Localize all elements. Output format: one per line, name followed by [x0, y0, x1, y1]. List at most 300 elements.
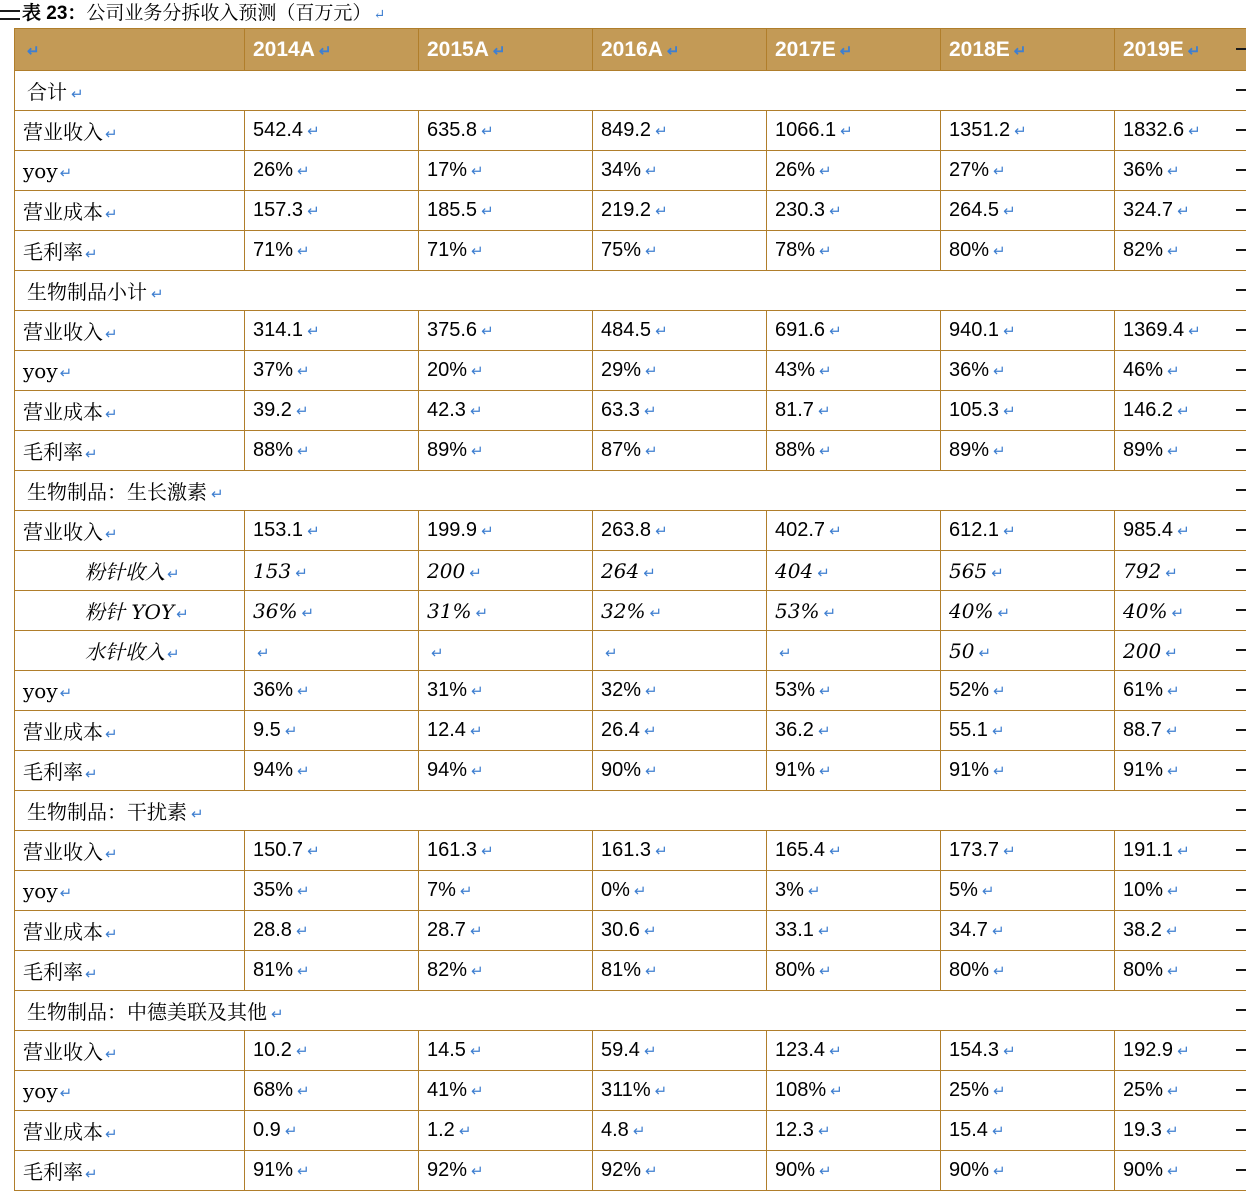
data-cell	[767, 1111, 941, 1151]
data-cell	[1115, 871, 1246, 911]
pilcrow-icon: ↵	[467, 243, 484, 260]
table-row	[15, 871, 1246, 911]
row-label-cell	[15, 671, 245, 711]
pilcrow-icon: ↵	[466, 1043, 483, 1060]
pilcrow-icon: ↵	[1167, 605, 1184, 622]
header-cell-year	[593, 29, 767, 71]
pilcrow-icon: ↵	[303, 523, 320, 540]
pilcrow-icon: ↵	[1173, 1043, 1190, 1060]
pilcrow-icon: ↵	[988, 923, 1005, 940]
row-label: 营业成本	[23, 720, 103, 744]
pilcrow-icon: ↵	[253, 645, 270, 662]
table-row	[15, 551, 1246, 591]
cell-value: 59.4	[601, 1039, 640, 1061]
data-cell	[593, 831, 767, 871]
pilcrow-icon: ↵	[83, 1166, 98, 1183]
cell-value: 165.4	[775, 839, 825, 861]
section-label: 生物制品：干扰素	[27, 800, 187, 824]
data-cell	[1115, 951, 1246, 991]
pilcrow-icon: ↵	[813, 565, 830, 582]
cell-value: 80%	[1123, 959, 1163, 981]
change-bar	[1236, 649, 1246, 651]
cell-value: 82%	[427, 959, 467, 981]
data-cell	[419, 951, 593, 991]
data-cell	[941, 1071, 1115, 1111]
table-caption	[22, 0, 385, 26]
data-cell	[767, 551, 941, 591]
cell-value: 230.3	[775, 199, 825, 221]
table-row	[15, 111, 1246, 151]
data-cell	[593, 951, 767, 991]
data-cell	[419, 551, 593, 591]
change-bar	[1236, 689, 1246, 691]
header-label: 2018E	[949, 38, 1010, 61]
data-cell	[767, 311, 941, 351]
cell-value: 3%	[775, 879, 804, 901]
pilcrow-icon: ↵	[989, 363, 1006, 380]
pilcrow-icon: ↵	[815, 683, 832, 700]
pilcrow-icon: ↵	[165, 566, 180, 583]
cell-value: 200	[1123, 639, 1161, 663]
cell-value: 12.4	[427, 719, 466, 741]
data-cell	[941, 711, 1115, 751]
pilcrow-icon: ↵	[640, 923, 657, 940]
pilcrow-icon: ↵	[987, 565, 1004, 582]
cell-value: 78%	[775, 239, 815, 261]
data-cell	[1115, 1111, 1246, 1151]
pilcrow-icon: ↵	[651, 203, 668, 220]
change-bar	[1236, 1089, 1246, 1091]
cell-value: 375.6	[427, 319, 477, 341]
row-label-cell	[15, 871, 245, 911]
pilcrow-icon: ↵	[467, 363, 484, 380]
cell-value: 63.3	[601, 399, 640, 421]
cell-value: 5%	[949, 879, 978, 901]
pilcrow-icon: ↵	[988, 1123, 1005, 1140]
data-cell	[593, 911, 767, 951]
cell-value: 154.3	[949, 1039, 999, 1061]
data-cell	[941, 631, 1115, 671]
data-cell	[593, 871, 767, 911]
pilcrow-icon: ↵	[174, 606, 189, 623]
cell-value: 264	[601, 559, 639, 583]
section-label: 合计	[27, 80, 67, 104]
change-bar	[1236, 409, 1246, 411]
cell-value: 15.4	[949, 1119, 988, 1141]
cell-value: 90%	[601, 759, 641, 781]
pilcrow-icon: ↵	[1162, 923, 1179, 940]
pilcrow-icon: ↵	[641, 963, 658, 980]
data-cell	[593, 431, 767, 471]
pilcrow-icon: ↵	[641, 683, 658, 700]
cell-value: 31%	[427, 599, 471, 623]
cell-value: 46%	[1123, 359, 1163, 381]
pilcrow-icon: ↵	[651, 1083, 668, 1100]
cell-value: 27%	[949, 159, 989, 181]
pilcrow-icon: ↵	[825, 323, 842, 340]
pilcrow-icon: ↵	[103, 326, 118, 343]
data-cell	[419, 151, 593, 191]
pilcrow-icon: ↵	[1163, 163, 1180, 180]
pilcrow-icon: ↵	[293, 963, 310, 980]
pilcrow-icon: ↵	[427, 645, 444, 662]
cell-value: 88%	[775, 439, 815, 461]
data-cell	[245, 1151, 419, 1191]
cell-value: 90%	[949, 1159, 989, 1181]
cell-value: 402.7	[775, 519, 825, 541]
change-bar	[1236, 609, 1246, 611]
data-cell	[419, 1111, 593, 1151]
data-cell	[1115, 191, 1246, 231]
pilcrow-icon: ↵	[465, 565, 482, 582]
data-cell	[593, 351, 767, 391]
table-row	[15, 311, 1246, 351]
pilcrow-icon: ↵	[293, 683, 310, 700]
pilcrow-icon: ↵	[83, 966, 98, 983]
cell-value: 985.4	[1123, 519, 1173, 541]
data-cell	[245, 191, 419, 231]
data-cell	[1115, 511, 1246, 551]
pilcrow-icon: ↵	[281, 723, 298, 740]
change-bar	[1236, 1049, 1246, 1051]
data-cell	[1115, 911, 1246, 951]
pilcrow-icon: ↵	[989, 763, 1006, 780]
data-cell	[941, 871, 1115, 911]
change-bar	[1236, 529, 1246, 531]
change-bar	[1236, 89, 1246, 91]
data-cell	[941, 1151, 1115, 1191]
table-row	[15, 511, 1246, 551]
cell-value: 1351.2	[949, 119, 1010, 141]
pilcrow-icon: ↵	[58, 885, 73, 902]
cell-value: 92%	[427, 1159, 467, 1181]
pilcrow-icon: ↵	[456, 883, 473, 900]
pilcrow-icon: ↵	[999, 203, 1016, 220]
pilcrow-icon: ↵	[103, 1126, 118, 1143]
cell-value: 311%	[601, 1079, 651, 1101]
row-label: yoy	[23, 359, 58, 383]
data-cell	[419, 511, 593, 551]
data-cell	[1115, 431, 1246, 471]
pilcrow-icon: ↵	[601, 645, 618, 662]
data-cell	[1115, 591, 1246, 631]
cell-value: 191.1	[1123, 839, 1173, 861]
cell-value: 87%	[601, 439, 641, 461]
data-cell	[245, 871, 419, 911]
data-cell	[1115, 631, 1246, 671]
pilcrow-icon: ↵	[467, 443, 484, 460]
row-label: 营业收入	[23, 320, 103, 344]
cell-value: 7%	[427, 879, 456, 901]
pilcrow-icon: ↵	[303, 203, 320, 220]
change-bar	[1236, 209, 1246, 211]
cell-value: 42.3	[427, 399, 466, 421]
cell-value: 153.1	[253, 519, 303, 541]
header-cell-year	[1115, 29, 1246, 71]
cell-value: 36.2	[775, 719, 814, 741]
data-cell	[1115, 711, 1246, 751]
data-cell	[941, 751, 1115, 791]
pilcrow-icon: ↵	[814, 923, 831, 940]
pilcrow-icon: ↵	[23, 43, 40, 60]
cell-value: 89%	[949, 439, 989, 461]
data-cell	[941, 111, 1115, 151]
pilcrow-icon: ↵	[989, 1083, 1006, 1100]
data-cell	[941, 511, 1115, 551]
pilcrow-icon: ↵	[293, 163, 310, 180]
data-cell	[419, 1151, 593, 1191]
data-cell	[593, 1031, 767, 1071]
pilcrow-icon: ↵	[83, 246, 98, 263]
data-cell	[1115, 311, 1246, 351]
pilcrow-icon: ↵	[303, 123, 320, 140]
row-label: 毛利率	[23, 960, 83, 984]
pilcrow-icon: ↵	[292, 403, 309, 420]
header-label: 2015A	[427, 38, 489, 61]
cell-value: 200	[427, 559, 465, 583]
row-label: 营业成本	[23, 200, 103, 224]
change-bar-mark-top	[0, 10, 20, 12]
row-label: 粉针 YOY	[85, 600, 174, 624]
data-cell	[767, 671, 941, 711]
row-label: 水针收入	[85, 640, 165, 664]
cell-value: 35%	[253, 879, 293, 901]
section-label-cell	[15, 991, 1246, 1031]
row-label: 毛利率	[23, 760, 83, 784]
cell-value: 0%	[601, 879, 630, 901]
cell-value: 161.3	[601, 839, 651, 861]
pilcrow-icon: ↵	[1163, 963, 1180, 980]
cell-value: 20%	[427, 359, 467, 381]
row-label-cell	[15, 751, 245, 791]
table-row	[15, 191, 1246, 231]
data-cell	[941, 231, 1115, 271]
pilcrow-icon: ↵	[1163, 683, 1180, 700]
pilcrow-icon: ↵	[836, 123, 853, 140]
cell-value: 32%	[601, 599, 645, 623]
pilcrow-icon: ↵	[815, 443, 832, 460]
pilcrow-icon: ↵	[640, 1043, 657, 1060]
cell-value: 94%	[427, 759, 467, 781]
pilcrow-icon: ↵	[641, 243, 658, 260]
data-cell	[941, 671, 1115, 711]
cell-value: 81%	[601, 959, 641, 981]
pilcrow-icon: ↵	[640, 403, 657, 420]
pilcrow-icon: ↵	[639, 565, 656, 582]
row-label-cell	[15, 511, 245, 551]
table-body	[15, 29, 1246, 1191]
pilcrow-icon: ↵	[103, 726, 118, 743]
pilcrow-icon: ↵	[1184, 123, 1201, 140]
row-label-cell	[15, 1111, 245, 1151]
pilcrow-icon: ↵	[775, 645, 792, 662]
data-cell	[767, 951, 941, 991]
pilcrow-icon: ↵	[1184, 323, 1201, 340]
cell-value: 1.2	[427, 1119, 455, 1141]
pilcrow-icon: ↵	[1161, 645, 1178, 662]
cell-value: 161.3	[427, 839, 477, 861]
data-cell	[941, 1111, 1115, 1151]
data-cell	[593, 1111, 767, 1151]
table-row	[15, 351, 1246, 391]
table-row	[15, 1151, 1246, 1191]
row-label: 营业收入	[23, 1040, 103, 1064]
row-label: 营业收入	[23, 520, 103, 544]
pilcrow-icon: ↵	[466, 403, 483, 420]
cell-value: 81%	[253, 959, 293, 981]
pilcrow-icon: ↵	[826, 1083, 843, 1100]
pilcrow-icon: ↵	[466, 923, 483, 940]
cell-value: 36%	[253, 679, 293, 701]
pilcrow-icon: ↵	[999, 1043, 1016, 1060]
pilcrow-icon: ↵	[293, 1163, 310, 1180]
data-cell	[767, 1071, 941, 1111]
data-cell	[767, 1151, 941, 1191]
data-cell	[419, 111, 593, 151]
table-section-row	[15, 791, 1246, 831]
change-bar	[1236, 569, 1246, 571]
header-cell-blank	[15, 29, 245, 71]
pilcrow-icon: ↵	[477, 203, 494, 220]
cell-value: 25%	[1123, 1079, 1163, 1101]
cell-value: 150.7	[253, 839, 303, 861]
cell-value: 33.1	[775, 919, 814, 941]
table-header-row	[15, 29, 1246, 71]
data-cell	[593, 511, 767, 551]
cell-value: 36%	[1123, 159, 1163, 181]
pilcrow-icon: ↵	[641, 363, 658, 380]
pilcrow-icon: ↵	[281, 1123, 298, 1140]
data-cell	[419, 1071, 593, 1111]
pilcrow-icon: ↵	[58, 365, 73, 382]
cell-value: 314.1	[253, 319, 303, 341]
cell-value: 0.9	[253, 1119, 281, 1141]
pilcrow-icon: ↵	[989, 683, 1006, 700]
data-cell	[419, 351, 593, 391]
table-row	[15, 711, 1246, 751]
cell-value: 53%	[775, 599, 819, 623]
table-row	[15, 751, 1246, 791]
pilcrow-icon: ↵	[489, 43, 506, 60]
data-cell	[941, 591, 1115, 631]
cell-value: 80%	[949, 959, 989, 981]
pilcrow-icon: ↵	[1163, 763, 1180, 780]
pilcrow-icon: ↵	[978, 883, 995, 900]
pilcrow-icon: ↵	[1173, 843, 1190, 860]
pilcrow-icon: ↵	[999, 523, 1016, 540]
pilcrow-icon: ↵	[67, 86, 84, 103]
data-cell	[767, 111, 941, 151]
data-cell	[419, 431, 593, 471]
cell-value: 94%	[253, 759, 293, 781]
data-cell	[419, 871, 593, 911]
pilcrow-icon: ↵	[825, 1043, 842, 1060]
cell-value: 90%	[1123, 1159, 1163, 1181]
data-cell	[593, 751, 767, 791]
pilcrow-icon: ↵	[815, 163, 832, 180]
pilcrow-icon: ↵	[663, 43, 680, 60]
data-cell	[245, 911, 419, 951]
row-label-cell	[15, 831, 245, 871]
data-cell	[245, 111, 419, 151]
change-bar	[1236, 329, 1246, 331]
pilcrow-icon: ↵	[815, 243, 832, 260]
cell-value: 1832.6	[1123, 119, 1184, 141]
cell-value: 40%	[1123, 599, 1167, 623]
data-cell	[1115, 1071, 1246, 1111]
row-label-cell	[15, 1071, 245, 1111]
cell-value: 25%	[949, 1079, 989, 1101]
data-cell	[419, 311, 593, 351]
pilcrow-icon: ↵	[467, 163, 484, 180]
pilcrow-icon: ↵	[989, 443, 1006, 460]
section-label-cell	[15, 471, 1246, 511]
data-cell	[419, 391, 593, 431]
data-cell	[245, 231, 419, 271]
pilcrow-icon: ↵	[1010, 43, 1027, 60]
section-label-cell	[15, 71, 1246, 111]
caption-label: 表 23：	[22, 3, 86, 24]
pilcrow-icon: ↵	[814, 1123, 831, 1140]
cell-value: 29%	[601, 359, 641, 381]
pilcrow-icon: ↵	[1010, 123, 1027, 140]
cell-value: 263.8	[601, 519, 651, 541]
cell-value: 36%	[949, 359, 989, 381]
cell-value: 14.5	[427, 1039, 466, 1061]
pilcrow-icon: ↵	[58, 1085, 73, 1102]
pilcrow-icon: ↵	[999, 323, 1016, 340]
data-cell	[941, 351, 1115, 391]
cell-value: 123.4	[775, 1039, 825, 1061]
table-section-row	[15, 471, 1246, 511]
cell-value: 105.3	[949, 399, 999, 421]
cell-value: 31%	[427, 679, 467, 701]
pilcrow-icon: ↵	[103, 206, 118, 223]
pilcrow-icon: ↵	[825, 523, 842, 540]
pilcrow-icon: ↵	[1163, 883, 1180, 900]
data-cell	[941, 831, 1115, 871]
row-label: 毛利率	[23, 440, 83, 464]
cell-value: 50	[949, 639, 974, 663]
data-cell	[593, 591, 767, 631]
data-cell	[245, 751, 419, 791]
change-bar	[1236, 169, 1246, 171]
cell-value: 12.3	[775, 1119, 814, 1141]
pilcrow-icon: ↵	[1162, 1123, 1179, 1140]
data-cell	[593, 231, 767, 271]
row-label: 营业成本	[23, 400, 103, 424]
header-label: 2016A	[601, 38, 663, 61]
pilcrow-icon: ↵	[1163, 1083, 1180, 1100]
table-row	[15, 911, 1246, 951]
data-cell	[767, 711, 941, 751]
cell-value: 173.7	[949, 839, 999, 861]
cell-value: 17%	[427, 159, 467, 181]
cell-value: 80%	[949, 239, 989, 261]
cell-value: 324.7	[1123, 199, 1173, 221]
pilcrow-icon: ↵	[825, 203, 842, 220]
pilcrow-icon: ↵	[1163, 1163, 1180, 1180]
data-cell	[767, 831, 941, 871]
data-cell	[245, 831, 419, 871]
data-cell	[245, 391, 419, 431]
cell-value: 88.7	[1123, 719, 1162, 741]
row-label-cell	[15, 551, 245, 591]
table-row	[15, 431, 1246, 471]
cell-value: 34.7	[949, 919, 988, 941]
data-cell	[767, 911, 941, 951]
change-bar	[1236, 889, 1246, 891]
